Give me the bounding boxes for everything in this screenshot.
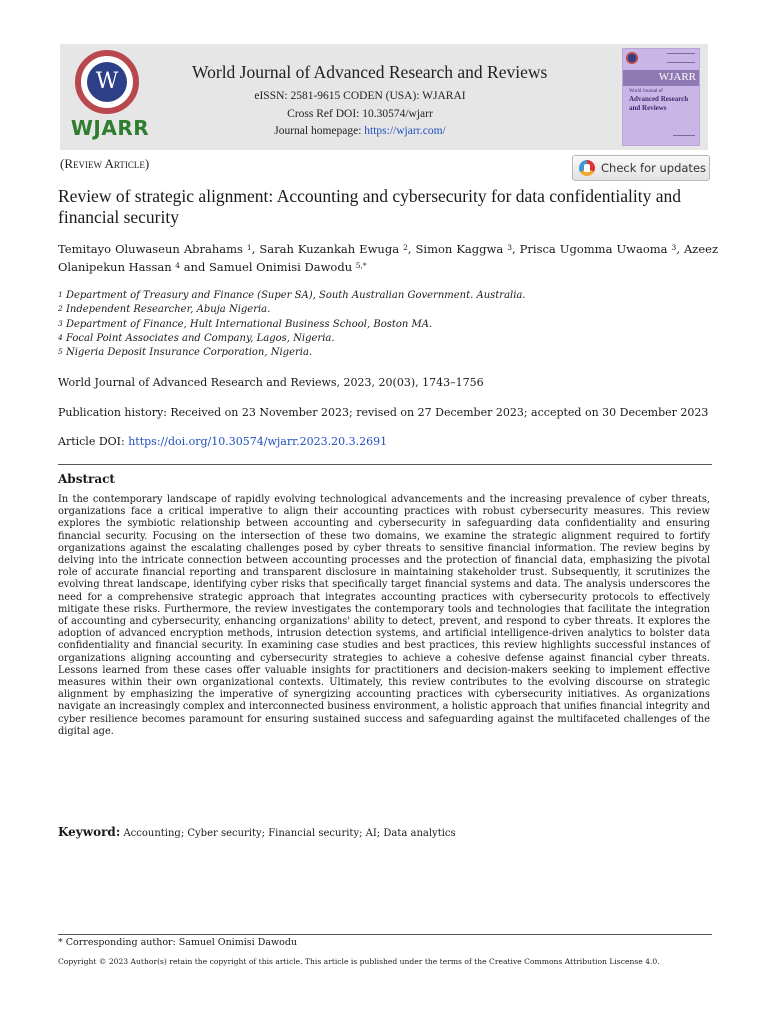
corresponding-author: * Corresponding author: Samuel Onimisi Dawodu — [58, 937, 298, 948]
citation: World Journal of Advanced Research and Reviews, 2023, 20(03), 1743–1756 — [58, 376, 484, 389]
author-name: Sarah Kuzankah Ewuga — [259, 242, 400, 256]
homepage-line — [210, 125, 510, 137]
author-affiliation-marker: 4 — [175, 261, 181, 270]
affiliation-item — [58, 346, 718, 360]
affiliation-text: Focal Point Associates and Company, Lagos, Nigeria. — [65, 332, 335, 344]
cover-subtitle: World Journal of — [629, 89, 663, 94]
affiliation-text: Nigeria Deposit Insurance Corporation, Nigeria. — [65, 347, 313, 359]
author-separator: , — [251, 242, 260, 256]
author-name: Samuel Onimisi Dawodu — [208, 260, 353, 274]
logo-wordmark: WJARR — [70, 116, 150, 140]
cover-text-lines — [667, 53, 695, 63]
affiliation-text: Department of Finance, Hult International Business School, Boston MA. — [65, 318, 433, 330]
affiliation-text: Independent Researcher, Abuja Nigeria. — [65, 304, 271, 316]
author-separator: , — [512, 242, 520, 256]
abstract-text: In the contemporary landscape of rapidly evolving technological advancements and the increasing prevalence of cyber threats, organizations face a critical imperative to align their accounting practices with robust cybersecurity measures. This review explores the symbiotic relationship between accounting and cybersecurity in safeguarding data confidentiality and ensuring financial security. Focusing on the intersection of these two domains, we examine the strategic alignment required to fortify organizations against the escalating challenges posed by cyber threats to sensitive financial information. The review begins by delving into the intricate connection between accounting processes and the protection of financial data, emphasizing the pivotal role of accurate financial reporting and transparent disclosure in maintaining stakeholder trust. Subsequently, it scrutinizes the evolving threat landscape, identifying cyber risks that specifically target financial systems and data. The analysis underscores the need for a comprehensive strategic approach that integrates accounting practices with cybersecurity protocols to effectively mitigate these risks. Furthermore, the review investigates the contemporary tools and technologies that facilitate the integration of accounting and cybersecurity, enhancing organizations' ability to detect, prevent, and respond to cyber threats. It explores the adoption of advanced encryption methods, intrusion detection systems, and artificial intelligence-driven analytics to bolster data confidentiality and financial security. In examining case studies and best practices, this review highlights successful instances of organizations aligning accounting and cybersecurity strategies to achieve a cohesive defense against financial cyber threats. Lessons learned from these cases offer valuable insights for practitioners and decision-makers seeking to implement effective measures within their own organizational contexts. Ultimately, this review contributes to the evolving discourse on strategic alignment by emphasizing the imperative of synergizing accounting practices with cybersecurity initiatives. As organizations navigate an increasingly complex and interconnected business environment, a holistic approach that unifies financial integrity and cyber resilience becomes paramount for ensuring sustained success and safeguarding against the multifaceted challenges of the digital age. — [58, 494, 710, 737]
affiliation-marker: 1 — [58, 290, 63, 299]
keyword-label: Keyword: — [58, 825, 121, 839]
keyword-text: Accounting; Cyber security; Financial security; AI; Data analytics — [123, 828, 456, 839]
doi-label: Article DOI: — [58, 435, 129, 448]
affiliation-marker: 3 — [58, 318, 63, 328]
article-type-close: ) — [144, 156, 150, 171]
article-type — [60, 156, 149, 172]
cover-tag: WJARR — [658, 71, 696, 83]
affiliation-list — [58, 289, 718, 360]
author-affiliation-marker: 1 — [246, 243, 252, 252]
author-affiliation-marker: 3 — [507, 243, 512, 252]
article-doi — [58, 435, 387, 448]
keywords — [58, 825, 456, 839]
check-for-updates-button[interactable] — [572, 155, 710, 181]
affiliation-item — [58, 332, 718, 346]
crossmark-icon — [579, 160, 595, 176]
journal-title: World Journal of Advanced Research and Reviews — [192, 62, 548, 82]
publication-history: Publication history: Received on 23 November 2023; revised on 27 December 2023; accepted on 30 December 2023 — [58, 406, 709, 419]
article-title: Review of strategic alignment: Accounting and cybersecurity for data confidentiality and financial security — [58, 186, 681, 227]
author-separator: , — [676, 242, 684, 256]
affiliation-marker: 5 — [58, 347, 63, 357]
logo-letter: W — [87, 62, 127, 102]
journal-logo — [68, 50, 150, 146]
affiliation-marker: 4 — [58, 332, 63, 342]
affiliation-item — [58, 318, 718, 332]
cover-logo-icon — [626, 52, 638, 64]
affiliation-marker: 2 — [58, 304, 63, 314]
copyright-notice: Copyright © 2023 Author(s) retain the copyright of this article. This article is published under the terms of the Creative Commons Attribution Liscense 4.0. — [58, 957, 660, 966]
author-name: Prisca Ugomma Uwaoma — [519, 242, 668, 256]
journal-header — [60, 44, 708, 150]
author-name: Simon Kaggwa — [415, 242, 504, 256]
journal-cover-thumbnail — [622, 48, 700, 146]
cover-footer-line — [673, 135, 695, 141]
author-affiliation-marker: 5,* — [355, 261, 367, 270]
author-separator: and — [180, 260, 209, 274]
author-separator: , — [407, 242, 416, 256]
divider — [58, 464, 712, 465]
crossref-doi-line: Cross Ref DOI: 10.30574/wjarr — [287, 108, 433, 120]
doi-link[interactable]: https://doi.org/10.30574/wjarr.2023.20.3.2691 — [128, 435, 388, 448]
author-name: Temitayo Oluwaseun Abrahams — [58, 242, 243, 256]
issn-line: eISSN: 2581-9615 CODEN (USA): WJARAI — [254, 90, 466, 102]
footnote-divider — [58, 934, 712, 935]
abstract-heading: Abstract — [58, 472, 115, 486]
affiliation-text: Department of Treasury and Finance (Super SA), South Australian Government. Australia. — [65, 290, 526, 301]
check-for-updates-label: Check for updates — [601, 161, 707, 175]
author-name: Azeez Olanipekun Hassan — [58, 242, 719, 274]
homepage-link[interactable]: https://wjarr.com/ — [364, 125, 446, 137]
affiliation-item — [58, 303, 718, 317]
cover-title: Advanced Research and Reviews — [629, 95, 689, 112]
homepage-label: Journal homepage: — [274, 125, 365, 137]
article-type-label: Review Article — [64, 156, 145, 171]
affiliation-item — [58, 289, 718, 303]
logo-ring — [75, 50, 139, 114]
author-affiliation-marker: 3 — [671, 243, 677, 252]
article-type-open: ( — [60, 156, 65, 171]
author-list — [58, 240, 718, 276]
author-affiliation-marker: 2 — [403, 243, 408, 252]
